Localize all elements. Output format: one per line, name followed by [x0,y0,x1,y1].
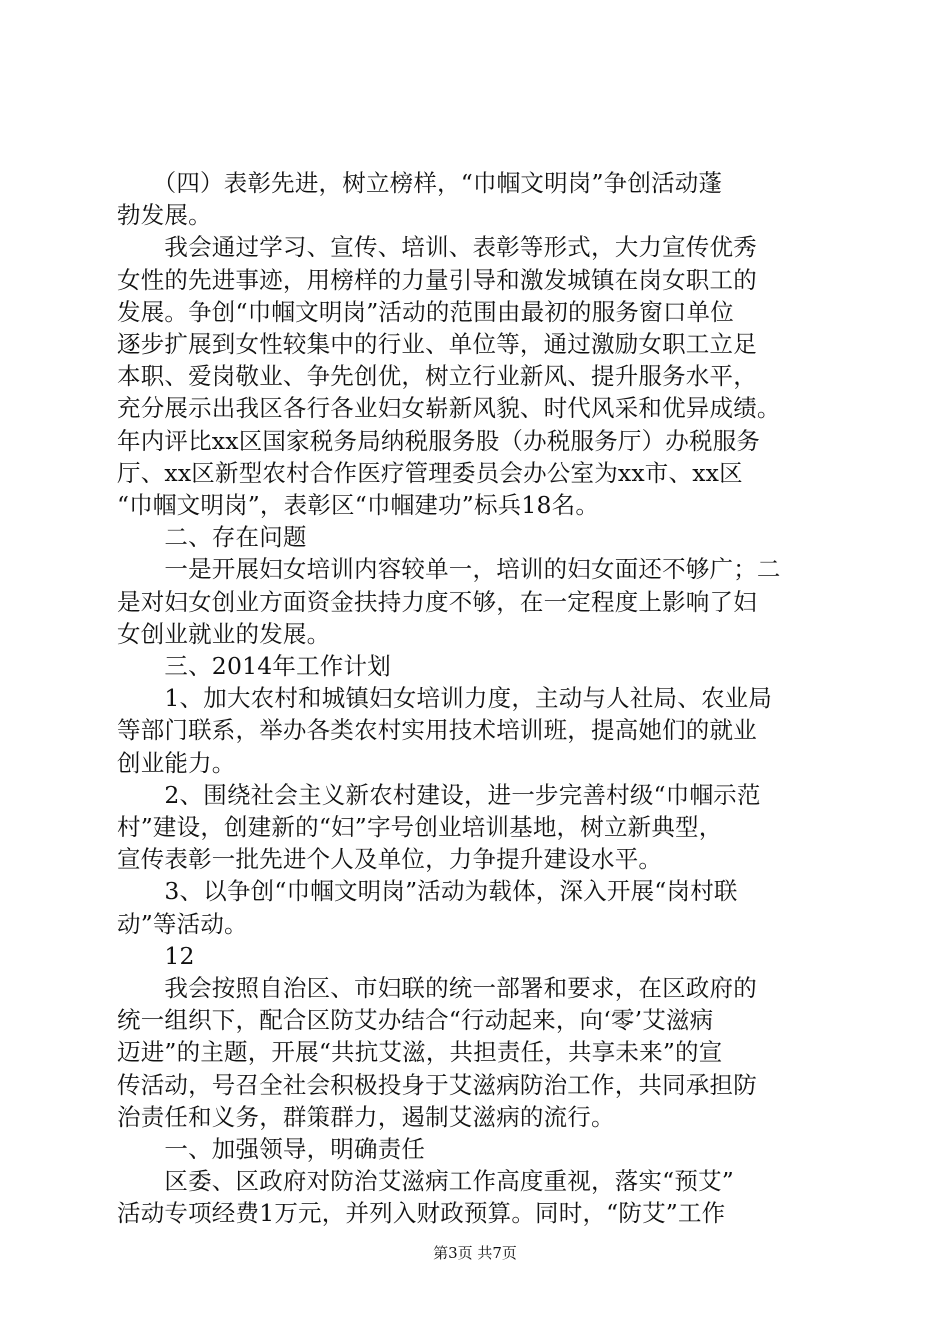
text-line: 是对妇女创业方面资金扶持力度不够，在一定程度上影响了妇 [117,587,757,616]
text-line: 年内评比xx区国家税务局纳税服务股（办税服务厅）办税服务 [117,426,761,455]
text-line: 治责任和义务，群策群力，遏制艾滋病的流行。 [117,1102,615,1131]
page-number-footer: 第3页 共7页 [433,1243,517,1262]
section-heading: 三、2014年工作计划 [117,652,391,680]
text-line: 迈进”的主题，开展“共抗艾滋，共担责任，共享未来”的宣 [117,1038,723,1067]
section-heading: 二、存在问题 [117,523,307,552]
text-line: 1、加大农村和城镇妇女培训力度，主动与人社局、农业局 [117,684,773,713]
text-line: 我会通过学习、宣传、培训、表彰等形式，大力宣传优秀 [117,233,757,262]
text-line: 女创业就业的发展。 [117,619,331,648]
text-line: 本职、爱岗敬业、争先创优，树立行业新风、提升服务水平， [117,362,757,391]
text-line: 厅、xx区新型农村合作医疗管理委员会办公室为xx市、xx区 [117,458,743,487]
text-line: 统一组织下，配合区防艾办结合“行动起来，向‘零’艾滋病 [117,1006,714,1035]
text-line: 2、围绕社会主义新农村建设，进一步完善村级“巾帼示范 [117,780,761,809]
text-line: 12 [117,941,195,970]
text-line: 活动专项经费1万元，并列入财政预算。同时，“防艾”工作 [117,1199,726,1228]
text-line: 充分展示出我区各行各业妇女崭新风貌、时代风采和优异成绩。 [117,394,781,423]
text-line: 动”等活动。 [117,909,248,938]
text-line: 一是开展妇女培训内容较单一，培训的妇女面还不够广；二 [117,555,781,584]
text-line: 区委、区政府对防治艾滋病工作高度重视，落实“预艾” [117,1167,734,1196]
text-line: （四）表彰先进，树立榜样，“巾帼文明岗”争创活动蓬 [117,169,723,197]
text-line: 3、以争创“巾帼文明岗”活动为载体，深入开展“岗村联 [117,877,738,906]
text-line: 宣传表彰一批先进个人及单位，力争提升建设水平。 [117,845,663,874]
text-line: 村”建设，创建新的“妇”字号创业培训基地，树立新典型， [117,813,723,841]
text-line: 传活动，号召全社会积极投身于艾滋病防治工作，共同承担防 [117,1070,757,1099]
text-line: 创业能力。 [117,748,236,777]
text-line: 逐步扩展到女性较集中的行业、单位等，通过激励女职工立足 [117,330,757,358]
text-line: 女性的先进事迹，用榜样的力量引导和激发城镇在岗女职工的 [117,265,757,294]
text-line: 勃发展。 [117,201,212,230]
text-line: 等部门联系，举办各类农村实用技术培训班，提高她们的就业 [117,716,757,745]
section-heading: 一、加强领导，明确责任 [117,1135,426,1163]
text-line: 我会按照自治区、市妇联的统一部署和要求，在区政府的 [117,974,757,1002]
text-line: 发展。争创“巾帼文明岗”活动的范围由最初的服务窗口单位 [117,297,734,326]
text-line: “巾帼文明岗”，表彰区“巾帼建功”标兵18名。 [117,491,600,519]
